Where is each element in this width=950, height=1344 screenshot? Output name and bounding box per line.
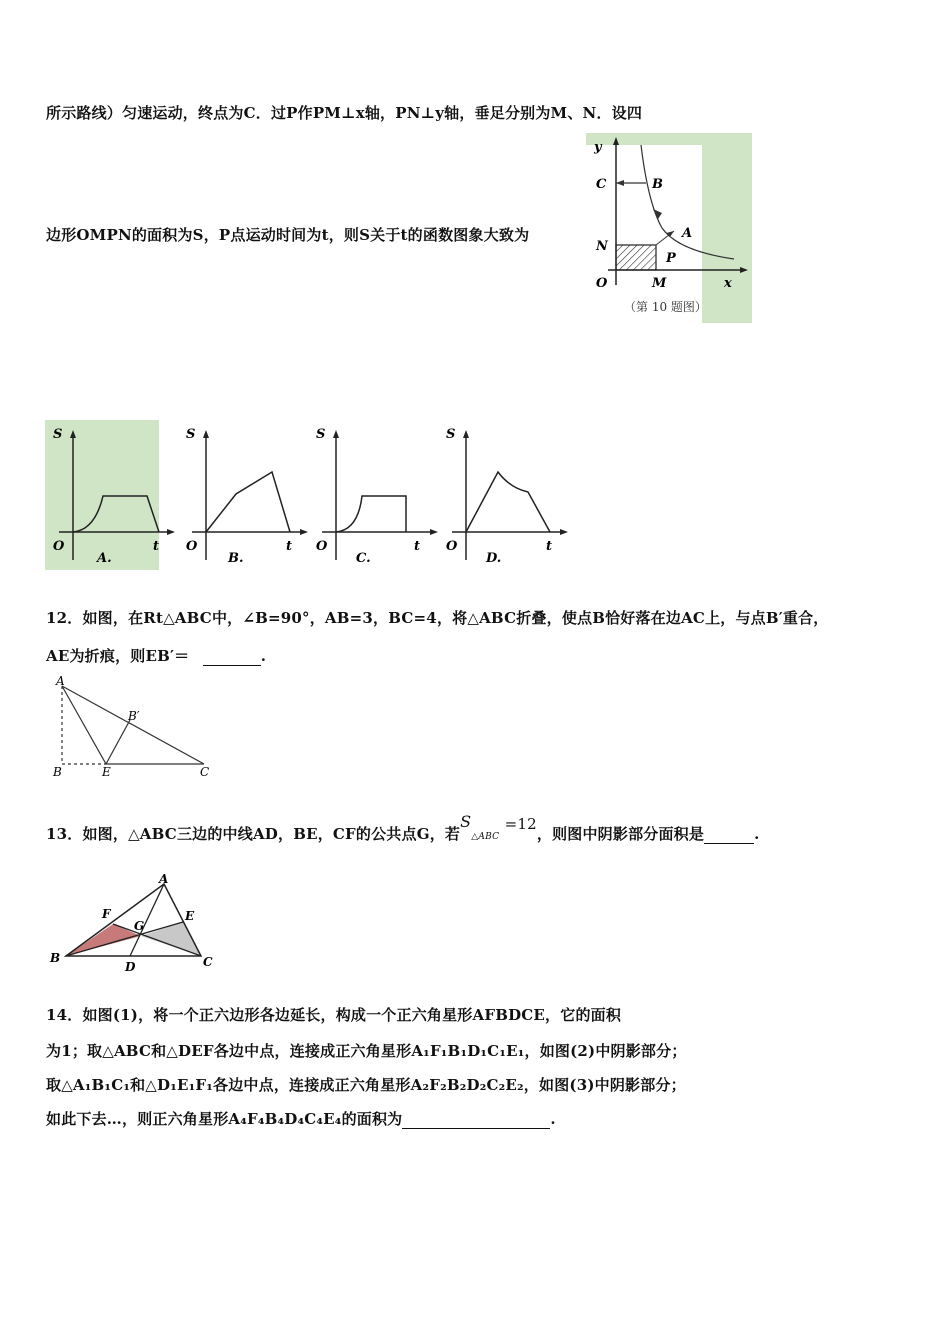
q11-option-a[interactable]	[45, 420, 177, 572]
q12-line2-suffix: .	[260, 647, 267, 665]
q11-option-a-t: t	[153, 539, 160, 554]
q11-text-line2: 边形OMPN的面积为S，P点运动时间为t，则S关于t的函数图象大致为	[46, 226, 530, 244]
q13-figure	[46, 872, 222, 976]
q13-fig-label-a: A	[159, 872, 169, 886]
q11-main-figure	[586, 133, 752, 323]
q11-fig-label-n: N	[596, 239, 608, 254]
q13-end: .	[754, 825, 760, 843]
q11-fig-label-c: C	[596, 177, 607, 192]
q12-fig-label-a: A	[56, 674, 65, 688]
q11-option-c-s: S	[316, 427, 326, 442]
q12-text-line2	[46, 645, 266, 666]
q11-fig-label-a: A	[682, 226, 693, 241]
q14-line4-suffix: .	[550, 1110, 556, 1128]
q12-fig-label-b: B	[53, 765, 62, 779]
q13-text	[46, 812, 760, 844]
q11-option-c[interactable]	[308, 420, 440, 572]
q12-fig-label-e: E	[102, 765, 111, 779]
q11-option-a-o: O	[53, 539, 65, 554]
q13-fig-label-g: G	[134, 919, 145, 933]
q12-fig-label-bp: B′	[128, 709, 140, 723]
q13-fig-label-e: E	[185, 909, 195, 923]
q12-line2-prefix: AE为折痕，则EB′＝	[46, 647, 190, 665]
q13-suffix: ，则图中阴影部分面积是	[536, 825, 705, 843]
q12-fig-label-c: C	[200, 765, 210, 779]
q13-area-value: =12	[504, 815, 537, 833]
q11-option-b-label: B.	[228, 551, 244, 566]
q11-fig-label-y: y	[594, 140, 602, 155]
q13-area-s: S	[460, 812, 472, 831]
q12-text-line1: 12．如图，在Rt△ABC中，∠B=90°，AB=3，BC=4，将△ABC折叠，使点B恰好落在边AC上，与点B′重合，	[46, 609, 829, 627]
q13-area-sub: △ABC	[471, 832, 500, 842]
q14-text-line2: 为1；取△ABC和△DEF各边中点，连接成正六角星形A₁F₁B₁D₁C₁E₁，如图(2)中阴影部分；	[46, 1042, 687, 1060]
q12-answer-blank[interactable]	[203, 647, 261, 666]
q11-option-c-o: O	[316, 539, 328, 554]
q11-option-c-t: t	[414, 539, 421, 554]
q11-option-b-s: S	[186, 427, 196, 442]
q11-option-d-o: O	[446, 539, 458, 554]
q11-text-line1: 所示路线）匀速运动，终点为C．过P作PM⊥x轴，PN⊥y轴，垂足分别为M、N．设四	[46, 104, 643, 122]
q11-option-b-t: t	[286, 539, 293, 554]
q11-fig-label-o: O	[596, 276, 608, 291]
q14-text-line3: 取△A₁B₁C₁和△D₁E₁F₁各边中点，连接成正六角星形A₂F₂B₂D₂C₂E₂，如图(3)中阴影部分；	[46, 1076, 686, 1094]
q13-fig-label-b: B	[50, 951, 61, 965]
q13-answer-blank[interactable]	[704, 825, 754, 844]
q13-prefix: 13．如图，△ABC三边的中线AD，BE，CF的公共点G，若	[46, 825, 461, 843]
q11-option-a-s: S	[53, 427, 63, 442]
q11-fig-label-p: P	[666, 251, 676, 266]
q13-fig-label-d: D	[125, 960, 136, 974]
q11-option-a-label: A.	[97, 551, 112, 566]
q11-fig-label-b: B	[652, 177, 663, 192]
q13-fig-label-f: F	[102, 907, 111, 921]
q11-fig-caption: （第 10 题图）	[624, 300, 707, 314]
q11-option-b[interactable]	[178, 420, 310, 572]
q11-fig-label-x: x	[724, 276, 732, 291]
q14-line4-prefix: 如此下去…，则正六角星形A₄F₄B₄D₄C₄E₄的面积为	[46, 1110, 403, 1128]
q12-figure	[48, 672, 224, 784]
q11-option-c-label: C.	[356, 551, 371, 566]
q11-option-d[interactable]	[438, 420, 570, 572]
q13-fig-label-c: C	[203, 955, 213, 969]
q14-text-line4	[46, 1108, 556, 1129]
q11-option-b-o: O	[186, 539, 198, 554]
q14-text-line1: 14．如图(1)，将一个正六边形各边延长，构成一个正六角星形AFBDCE，它的面积	[46, 1006, 622, 1024]
q11-option-d-label: D.	[486, 551, 502, 566]
q11-fig-label-m: M	[652, 276, 667, 291]
q11-option-d-s: S	[446, 427, 456, 442]
q11-option-d-t: t	[546, 539, 553, 554]
q14-answer-blank[interactable]	[402, 1110, 550, 1129]
